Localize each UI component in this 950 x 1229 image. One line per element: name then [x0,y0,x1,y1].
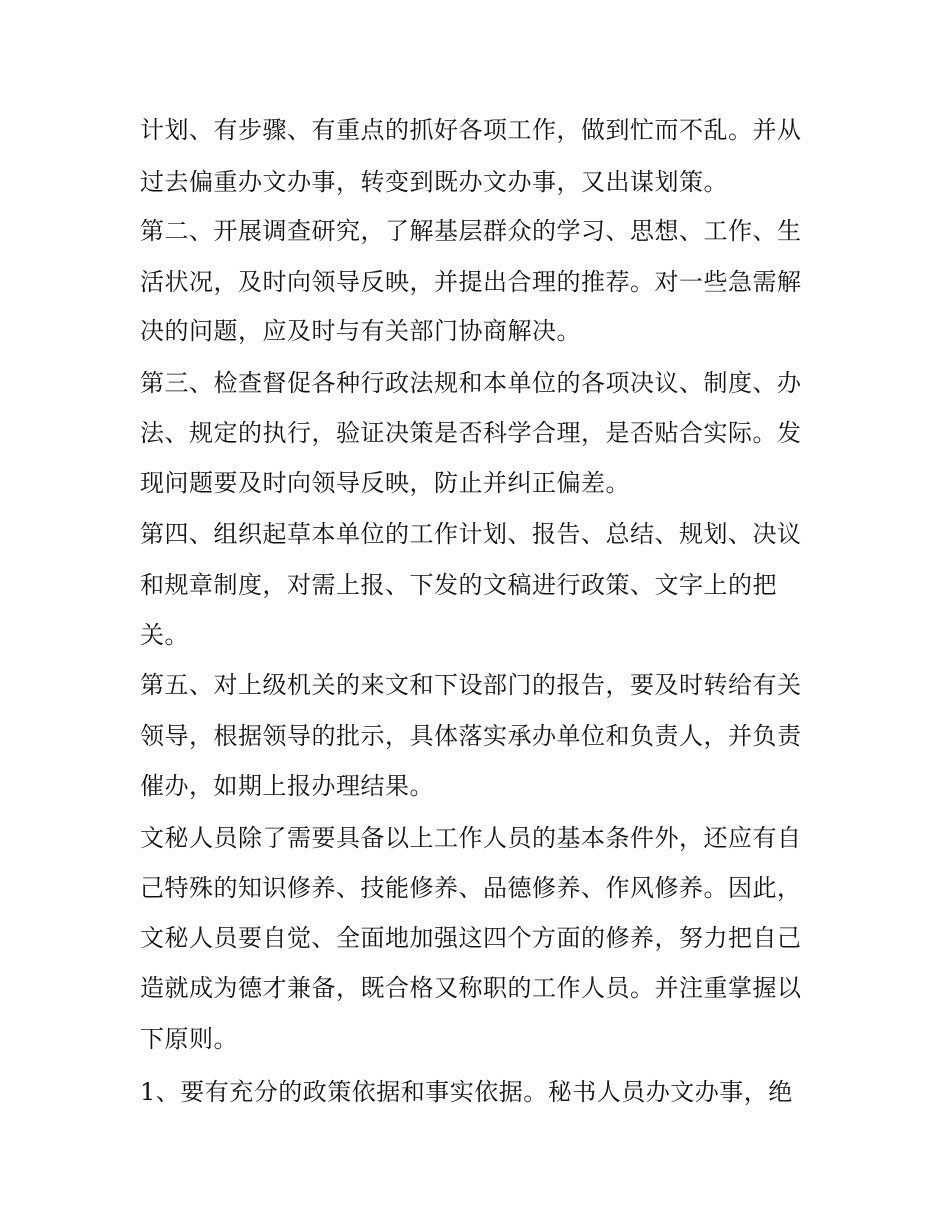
text-line-11: 关。 [140,621,189,649]
text-line-10: 和规章制度，对需上报、下发的文稿进行政策、文字上的把 [140,571,777,599]
text-line-3: 第二、开展调查研究，了解基层群众的学习、思想、工作、生 [140,217,802,245]
text-line-13: 领导，根据领导的批示，具体落实承办单位和负责人，并负责 [140,722,802,750]
text-line-2: 过去偏重办文办事，转变到既办文办事，又出谋划策。 [140,168,728,196]
text-line-15: 文秘人员除了需要具备以上工作人员的基本条件外，还应有自 [140,824,802,852]
text-line-14: 催办，如期上报办理结果。 [140,772,434,800]
text-line-12: 第五、对上级机关的来文和下设部门的报告，要及时转给有关 [140,671,802,699]
text-line-16: 己特殊的知识修养、技能修养、品德修养、作风修养。因此， [140,874,802,902]
text-line-6: 第三、检查督促各种行政法规和本单位的各项决议、制度、办 [140,369,802,397]
text-line-4: 活状况，及时向领导反映，并提出合理的推荐。对一些急需解 [140,268,802,296]
text-line-7: 法、规定的执行，验证决策是否科学合理，是否贴合实际。发 [140,419,802,447]
text-line-17: 文秘人员要自觉、全面地加强这四个方面的修养，努力把自己 [140,924,802,952]
text-line-19: 下原则。 [140,1025,238,1053]
text-line-1: 计划、有步骤、有重点的抓好各项工作，做到忙而不乱。并从 [140,116,802,144]
text-line-8: 现问题要及时向领导反映，防止并纠正偏差。 [140,469,630,497]
text-line-9: 第四、组织起草本单位的工作计划、报告、总结、规划、决议 [140,520,802,548]
text-line-18: 造就成为德才兼备，既合格又称职的工作人员。并注重掌握以 [140,974,802,1002]
text-line-5: 决的问题，应及时与有关部门协商解决。 [140,317,581,345]
text-line-20: 1、要有充分的政策依据和事实依据。秘书人员办文办事，绝 [140,1078,793,1106]
